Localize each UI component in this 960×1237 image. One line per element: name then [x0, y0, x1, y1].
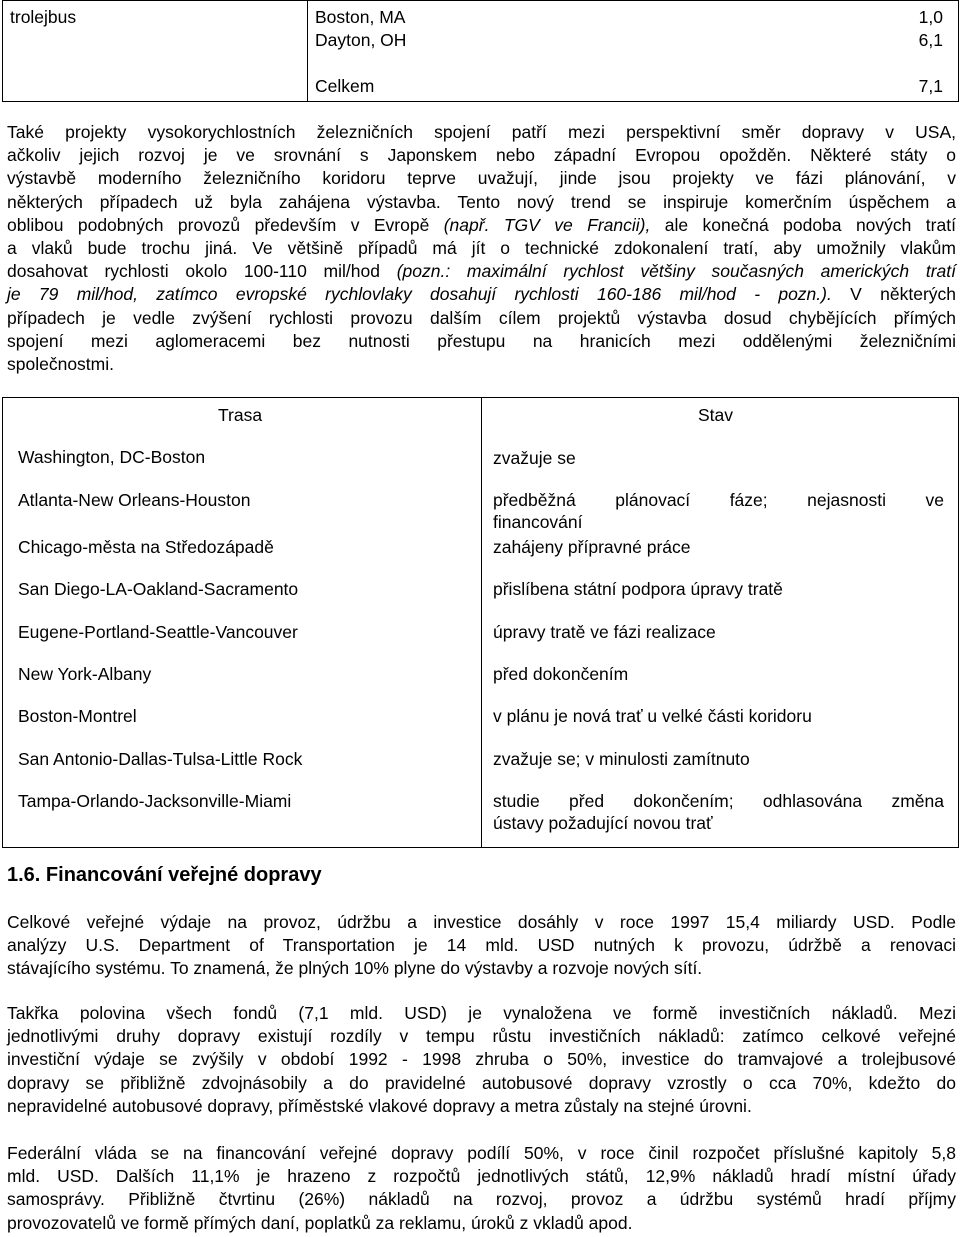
status-cell: zvažuje se; v minulosti zamítnuto	[493, 749, 750, 769]
text-line: Takřka polovina všech fondů (7,1 mld. USD) je vynaložena ve formě investičních nákladů. Mezi	[7, 1003, 956, 1023]
text-line: výstavbě moderního železničního koridoru teprve uvažují, jinde jsou projekty ve fázi plánování, v	[7, 168, 956, 189]
text-line: Celkové veřejné výdaje na provoz, údržbu a investice dosáhly v roce 1997 15,4 miliardy USD. Podle	[7, 912, 956, 932]
text-line: samosprávy. Přibližně čtvrtinu (26%) nákladů na rozvoj, provoz a údržbu systémů hradí příjmy	[7, 1189, 956, 1210]
section-heading: 1.6. Financování veřejné dopravy	[7, 864, 322, 886]
text-line: jednotlivými druhy dopravy existují rozdíly v tempu růstu investičních nákladů: zatímco celkové veřejné	[7, 1026, 956, 1047]
text-line: oblibou podobných provozů především v Evropě (např. TGV ve Francii), ale konečná podoba nových tratí	[7, 214, 956, 235]
paragraph-high-speed-rail	[7, 121, 956, 376]
text-line: spojení mezi aglomeracemi bez nutnosti přestupu na hranicích mezi oddělenými železničními	[7, 330, 956, 351]
status-cell: v plánu je nová trať u velké části koridoru	[493, 706, 812, 726]
route-cell: San Antonio-Dallas-Tulsa-Little Rock	[18, 749, 303, 769]
top-table-value: 1,0	[918, 7, 943, 27]
text-line: Federální vláda se na financování veřejné dopravy podílí 50%, v roce činil rozpočet příslušné kapitoly 5,8	[7, 1143, 956, 1163]
route-cell: Eugene-Portland-Seattle-Vancouver	[18, 622, 298, 642]
text-line: investiční výdaje se zvýšily v období 1992 - 1998 zhruba o 50%, investice do tramvajové a trolejbusové	[7, 1049, 956, 1070]
text-line: nepravidelné autobusové dopravy, příměstské vlakové dopravy a metra zůstaly na stejné úrovni.	[7, 1095, 752, 1116]
top-table-city: Dayton, OH	[315, 30, 407, 50]
status-cell: před dokončením	[493, 664, 629, 684]
paragraph-public-spending	[7, 911, 956, 981]
top-table-city: Boston, MA	[315, 7, 406, 27]
route-cell: Atlanta-New Orleans-Houston	[18, 490, 251, 510]
status-line: předběžná plánovací fáze; nejasnosti ve	[493, 490, 944, 510]
text-line: je 79 mil/hod, zatímco evropské rychlovlaky dosahují rychlosti 160-186 mil/hod - pozn.). V některých	[7, 284, 957, 305]
text-line: mld. USD. Dalších 11,1% je hrazeno z rozpočtů jednotlivých států, 12,9% nákladů hradí místní úřady	[7, 1166, 956, 1187]
top-table-value: 6,1	[918, 30, 943, 50]
text-line: provozovatelů ve formě přímých daní, poplatků za reklamu, úroků z vkladů apod.	[7, 1212, 633, 1233]
top-table	[2, 0, 959, 102]
status-cell	[493, 790, 944, 834]
status-line: ústavy požadující novou trať	[493, 813, 713, 833]
paragraph-federal-funding	[7, 1142, 956, 1235]
route-cell: New York-Albany	[18, 664, 152, 684]
status-cell	[493, 489, 944, 533]
text-line: některých případech už byla zahájena výstavba. Tento nový trend se inspiruje komerčním úspěchem a	[7, 191, 956, 212]
route-cell: Chicago-města na Středozápadě	[18, 537, 274, 557]
route-cell: San Diego-LA-Oakland-Sacramento	[18, 579, 299, 599]
route-cell: Tampa-Orlando-Jacksonville-Miami	[18, 791, 292, 811]
top-table-total-value: 7,1	[918, 76, 943, 96]
route-table-divider	[481, 397, 482, 847]
text-line: stávajícího systému. To znamená, že plných 10% plyne do výstavby a rozvoje nových sítí.	[7, 958, 703, 979]
text-line: případech je vedle zvýšení rychlosti provozu dalším cílem projektů výstavba dosud chybějících přímých	[7, 307, 956, 328]
top-table-divider	[307, 0, 308, 101]
status-line: financování	[493, 512, 583, 532]
text-line: Také projekty vysokorychlostních železničních spojení patří mezi perspektivní směr dopravy v USA,	[7, 122, 956, 142]
status-line: studie před dokončením; odhlasována změna	[493, 791, 944, 811]
route-table-header-route: Trasa	[218, 405, 263, 425]
text-line: ačkoliv jejich rozvoj je ve srovnání s Japonskem nebo západní Evropou opožděn. Některé státy o	[7, 145, 956, 166]
route-cell: Washington, DC-Boston	[18, 447, 206, 467]
paragraph-investment	[7, 1002, 956, 1118]
text-line: společnostmi.	[7, 353, 114, 374]
text-line: dopravy se přibližně zdvojnásobily a do pravidelné autobusové dopravy vzrostly o cca 70%, kdežto do	[7, 1072, 956, 1093]
status-cell: úpravy tratě ve fázi realizace	[493, 622, 716, 642]
top-table-label: trolejbus	[10, 7, 77, 27]
top-table-total-label: Celkem	[315, 76, 375, 96]
status-cell: zvažuje se	[493, 448, 576, 468]
status-cell: zahájeny přípravné práce	[493, 537, 691, 557]
route-table-header-status: Stav	[698, 405, 734, 425]
status-cell: přislíbena státní podpora úpravy tratě	[493, 579, 783, 599]
text-line: a vlaků bude trochu jiná. Ve většině případů má jít o technické zdokonalení tratí, aby umožnily vlakům	[7, 237, 956, 258]
route-cell: Boston-Montrel	[18, 706, 137, 726]
text-line: dosahovat rychlosti okolo 100-110 mil/hod (pozn.: maximální rychlost většiny současných amerických tratí	[7, 261, 956, 282]
text-line: analýzy U.S. Department of Transportation je 14 mld. USD nutných k provozu, údržbě a renovaci	[7, 935, 956, 956]
